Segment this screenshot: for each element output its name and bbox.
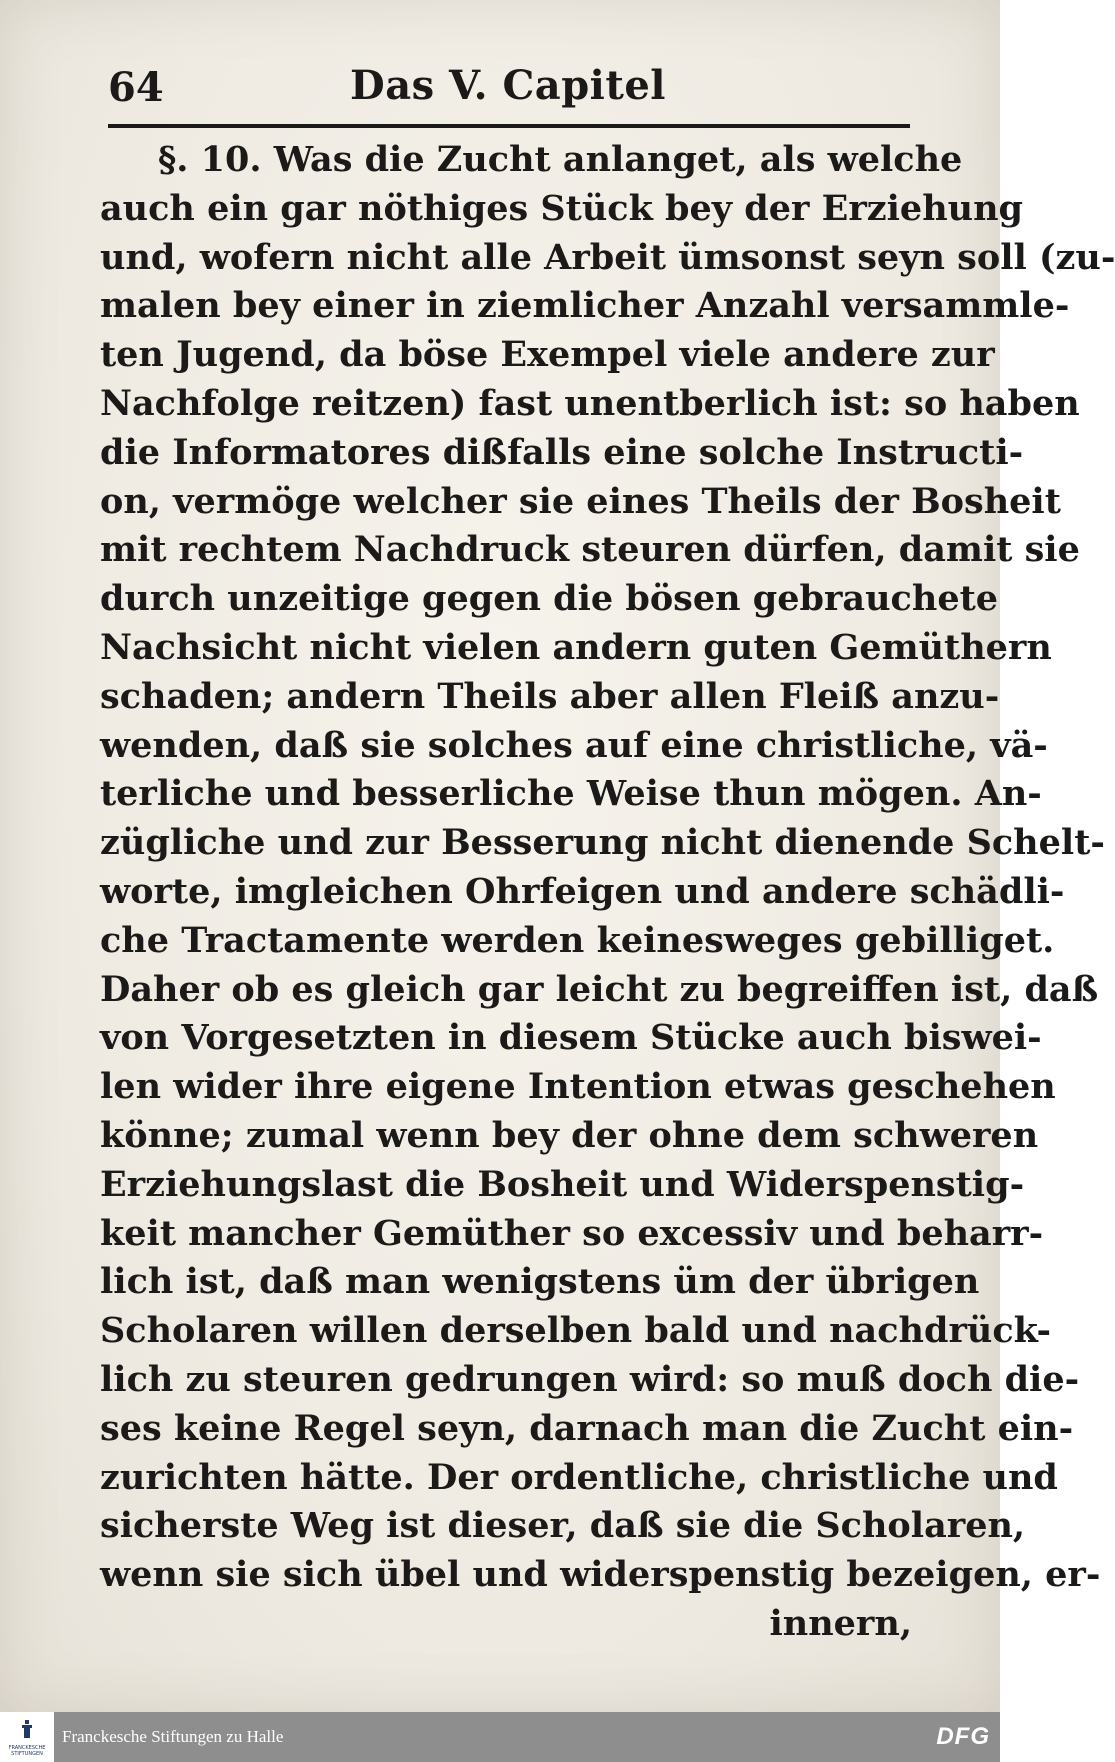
text-line: sicherste Weg ist dieser, daß sie die Scholaren, bbox=[100, 1505, 1026, 1547]
page-number: 64 bbox=[108, 64, 164, 111]
text-line: worte, imgleichen Ohrfeigen und andere schädli- bbox=[100, 870, 1065, 912]
text-line: Nachfolge reitzen) fast unentberlich ist: so haben bbox=[100, 382, 1080, 424]
text-line: terliche und besserliche Weise thun mögen. An- bbox=[100, 773, 1042, 815]
text-line: malen bey einer in ziemlicher Anzahl versammle- bbox=[100, 285, 1070, 327]
text-line: Erziehungslast die Bosheit und Widerspenstig- bbox=[100, 1163, 1025, 1205]
header-rule bbox=[108, 124, 910, 128]
text-line: von Vorgesetzten in diesem Stücke auch biswei- bbox=[100, 1017, 1042, 1059]
text-line: auch ein gar nöthiges Stück bey der Erziehung bbox=[100, 187, 1024, 229]
text-line: und, wofern nicht alle Arbeit ümsonst seyn soll (zu- bbox=[100, 236, 1115, 278]
text-line: ses keine Regel seyn, darnach man die Zucht ein- bbox=[100, 1407, 1074, 1449]
text-line: mit rechtem Nachdruck steuren dürfen, damit sie bbox=[100, 529, 1080, 571]
text-line: Scholaren willen derselben bald und nachdrück- bbox=[100, 1310, 1051, 1352]
logo-text-line: STIFTUNGEN bbox=[11, 1751, 43, 1757]
text-line: keit mancher Gemüther so excessiv und beharr- bbox=[100, 1212, 1044, 1254]
text-line: lich zu steuren gedrungen wird: so muß doch die- bbox=[100, 1358, 1080, 1400]
text-line: zügliche und zur Besserung nicht dienende Schelt- bbox=[100, 822, 1105, 864]
text-line: che Tractamente werden keinesweges gebilliget. bbox=[100, 919, 1055, 961]
institution-name: Franckesche Stiftungen zu Halle bbox=[62, 1727, 284, 1746]
text-line: on, vermöge welcher sie eines Theils der Bosheit bbox=[100, 480, 1061, 522]
text-line: wenden, daß sie solches auf eine christliche, vä- bbox=[100, 724, 1048, 766]
body-text bbox=[100, 136, 1115, 1649]
dfg-logo[interactable]: DFG bbox=[936, 1723, 990, 1750]
text-line: Nachsicht nicht vielen andern guten Gemüthern bbox=[100, 626, 1052, 668]
text-line: könne; zumal wenn bey der ohne dem schweren bbox=[100, 1114, 1039, 1156]
text-line: §. 10. Was die Zucht anlanget, als welche bbox=[158, 139, 963, 180]
institution-logo[interactable] bbox=[0, 1712, 54, 1762]
text-line: durch unzeitige gegen die bösen gebrauchete bbox=[100, 578, 999, 620]
orphanage-building-icon bbox=[20, 1720, 34, 1738]
text-line: len wider ihre eigene Intention etwas geschehen bbox=[100, 1066, 1056, 1108]
text-line: lich ist, daß man wenigstens üm der übrigen bbox=[100, 1261, 980, 1303]
text-line: wenn sie sich übel und widerspenstig bezeigen, er- bbox=[100, 1554, 1101, 1596]
text-line: zurichten hätte. Der ordentliche, christliche und bbox=[100, 1456, 1058, 1498]
text-line: ten Jugend, da böse Exempel viele andere zur bbox=[100, 334, 995, 376]
logo-text bbox=[2, 1745, 52, 1757]
page-header bbox=[108, 60, 908, 116]
text-line: schaden; andern Theils aber allen Fleiß anzu- bbox=[100, 675, 1000, 717]
running-head: Das V. Capitel bbox=[350, 62, 666, 109]
text-line: die Informatores dißfalls eine solche Instructi- bbox=[100, 431, 1024, 473]
logo-text-line: FRANCKESCHE bbox=[8, 1745, 46, 1751]
catchword: innern, bbox=[769, 1602, 912, 1644]
text-line: Daher ob es gleich gar leicht zu begreiffen ist, daß bbox=[100, 968, 1099, 1010]
footer-bar bbox=[0, 1712, 1000, 1762]
